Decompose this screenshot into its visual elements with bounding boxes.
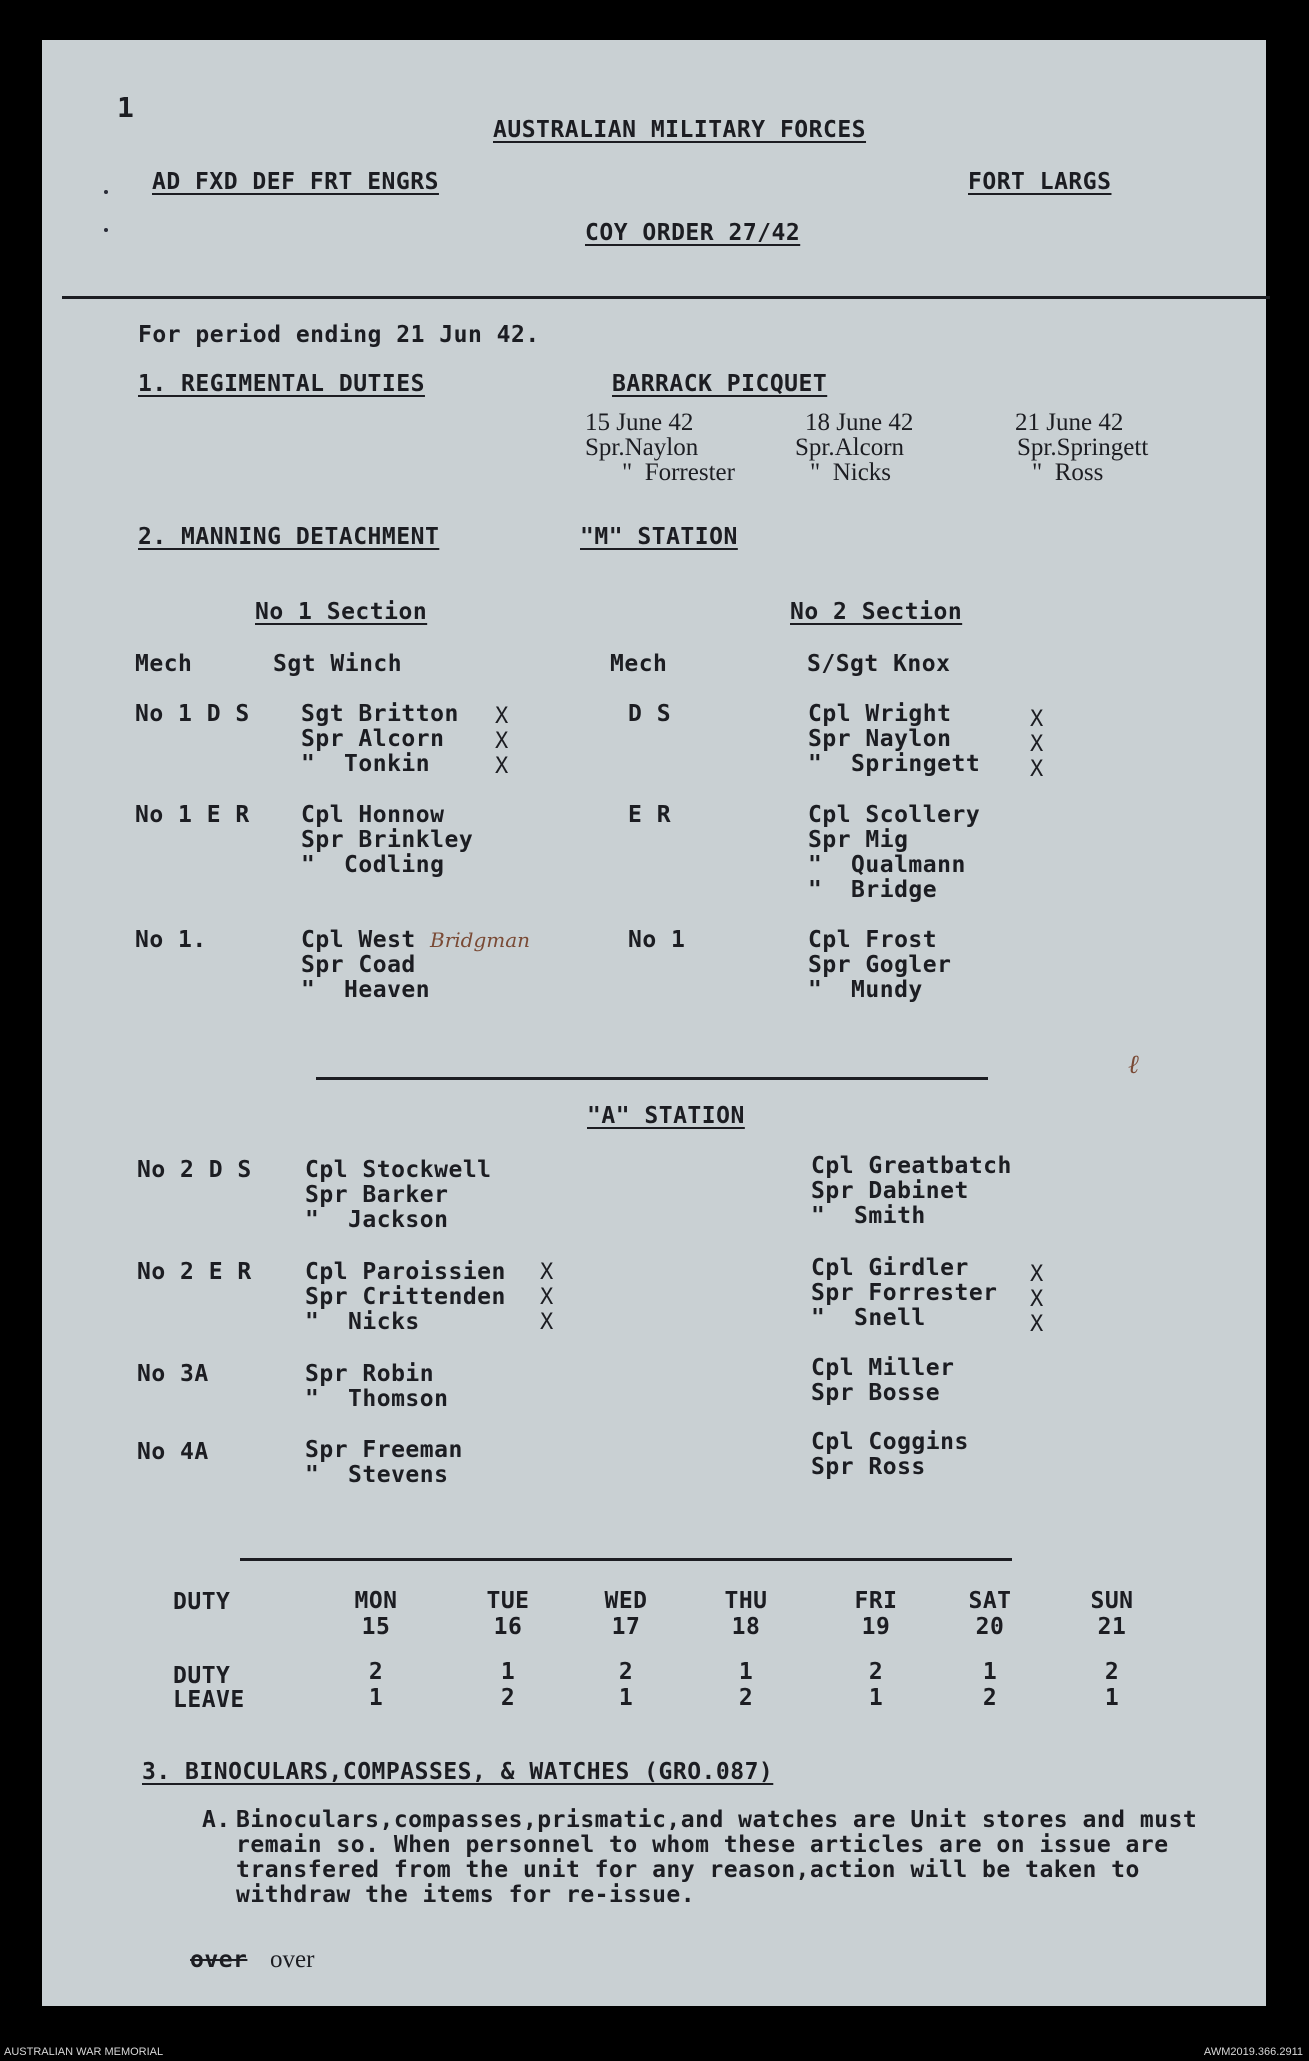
member-name: " Springett bbox=[808, 751, 981, 777]
roster-leave-count: 1 bbox=[1104, 1685, 1120, 1711]
roster-duty-count: 1 bbox=[738, 1659, 754, 1685]
regimental-heading: 1. REGIMENTAL DUTIES bbox=[138, 371, 425, 397]
roster-date: 20 bbox=[975, 1614, 1005, 1640]
m-station-title: "M" STATION bbox=[580, 524, 738, 550]
mech-label: Mech bbox=[135, 651, 193, 677]
roster-duty-count: 2 bbox=[368, 1659, 384, 1685]
roster-duty-count: 2 bbox=[868, 1659, 884, 1685]
member-name: Cpl Scollery bbox=[808, 802, 981, 828]
member-name: Cpl Frost bbox=[808, 927, 938, 953]
archive-reference: AWM2019.366.2911 bbox=[1203, 2046, 1303, 2058]
mark-x: X bbox=[1030, 732, 1044, 757]
member-name: Cpl Girdler bbox=[811, 1255, 969, 1281]
mark-x: X bbox=[1030, 1287, 1044, 1312]
roster-day: SUN bbox=[1090, 1588, 1134, 1614]
picquet-name: Spr.Springett bbox=[1017, 434, 1149, 461]
member-name: Cpl Miller bbox=[811, 1355, 955, 1381]
binoculars-heading: 3. BINOCULARS,COMPASSES, & WATCHES (GRO.087) bbox=[142, 1759, 774, 1785]
member-name: Spr Mig bbox=[808, 827, 909, 853]
member-name: Spr Brinkley bbox=[301, 827, 474, 853]
detachment-label: D S bbox=[628, 701, 672, 727]
member-name: " Jackson bbox=[305, 1207, 449, 1233]
member-name: Cpl West bbox=[301, 927, 416, 953]
section-2-lead: S/Sgt Knox bbox=[807, 651, 951, 677]
mark-x: X bbox=[495, 729, 509, 754]
org-title: AUSTRALIAN MILITARY FORCES bbox=[493, 117, 867, 143]
member-name: " Nicks bbox=[305, 1309, 420, 1335]
picquet-name: Spr.Alcorn bbox=[795, 434, 905, 461]
section-divider bbox=[240, 1558, 1012, 1561]
roster-date: 21 bbox=[1097, 1614, 1127, 1640]
a-station-title: "A" STATION bbox=[587, 1103, 745, 1129]
roster-duty-count: 2 bbox=[618, 1659, 634, 1685]
roster-duty-count: 1 bbox=[982, 1659, 998, 1685]
roster-duty-count: 1 bbox=[500, 1659, 516, 1685]
member-name: Spr Bosse bbox=[811, 1380, 941, 1406]
member-name: " Smith bbox=[811, 1203, 926, 1229]
detachment-label: No 2 E R bbox=[137, 1259, 252, 1285]
picquet-name: " Ross bbox=[1032, 459, 1104, 486]
member-name: Spr Robin bbox=[305, 1361, 435, 1387]
detachment-label: No 2 D S bbox=[137, 1157, 252, 1183]
member-name: " Tonkin bbox=[301, 751, 431, 777]
detachment-label: No 1 E R bbox=[135, 802, 250, 828]
section-1-title: No 1 Section bbox=[255, 599, 428, 625]
picquet-date: 21 June 42 bbox=[1015, 409, 1124, 436]
location: FORT LARGS bbox=[968, 169, 1112, 195]
roster-leave-count: 1 bbox=[368, 1685, 384, 1711]
member-name: " Snell bbox=[811, 1305, 926, 1331]
roster-date: 16 bbox=[493, 1614, 523, 1640]
roster-day: SAT bbox=[968, 1588, 1012, 1614]
roster-date: 15 bbox=[361, 1614, 391, 1640]
member-name: Cpl Stockwell bbox=[305, 1157, 492, 1183]
mark-x: X bbox=[495, 704, 509, 729]
member-name: " Mundy bbox=[808, 977, 923, 1003]
mark-x: X bbox=[1030, 757, 1044, 782]
member-name: Sgt Britton bbox=[301, 701, 459, 727]
section-2-title: No 2 Section bbox=[790, 599, 963, 625]
header-rule bbox=[62, 296, 1270, 299]
roster-date: 18 bbox=[731, 1614, 761, 1640]
footer-struck: over bbox=[190, 1947, 248, 1973]
page-number: 1 bbox=[117, 91, 135, 124]
mark-x: X bbox=[495, 754, 509, 779]
roster-leave-count: 1 bbox=[618, 1685, 634, 1711]
roster-date: 19 bbox=[861, 1614, 891, 1640]
member-name: Spr Alcorn bbox=[301, 726, 445, 752]
roster-day: MON bbox=[354, 1588, 398, 1614]
member-name: Spr Coad bbox=[301, 952, 416, 978]
roster-leave-count: 2 bbox=[500, 1685, 516, 1711]
picquet-date: 18 June 42 bbox=[805, 409, 914, 436]
archive-caption: AUSTRALIAN WAR MEMORIAL bbox=[4, 2046, 164, 2058]
roster-date: 17 bbox=[611, 1614, 641, 1640]
member-name: Spr Barker bbox=[305, 1182, 449, 1208]
paragraph-line: Binoculars,compasses,prismatic,and watches are Unit stores and must bbox=[236, 1807, 1198, 1833]
roster-leave-count: 2 bbox=[738, 1685, 754, 1711]
paragraph-line: transfered from the unit for any reason,action will be taken to bbox=[236, 1857, 1140, 1883]
paragraph-line: withdraw the items for re-issue. bbox=[236, 1882, 696, 1908]
detachment-label: E R bbox=[628, 802, 672, 828]
roster-row-label: LEAVE bbox=[173, 1687, 245, 1713]
manning-heading: 2. MANNING DETACHMENT bbox=[138, 524, 440, 550]
footer-note: over bbox=[270, 1946, 315, 1973]
member-name: Cpl Coggins bbox=[811, 1429, 969, 1455]
mech-label: Mech bbox=[610, 651, 668, 677]
margin-dot bbox=[104, 190, 108, 194]
roster-leave-count: 2 bbox=[982, 1685, 998, 1711]
member-name: Spr Naylon bbox=[808, 726, 952, 752]
picquet-title: BARRACK PICQUET bbox=[612, 371, 828, 397]
member-name: Cpl Paroissien bbox=[305, 1259, 506, 1285]
member-name: Spr Forrester bbox=[811, 1280, 998, 1306]
member-name: " Stevens bbox=[305, 1462, 449, 1488]
picquet-name: Spr.Naylon bbox=[585, 434, 699, 461]
picquet-date: 15 June 42 bbox=[585, 409, 694, 436]
picquet-name: " Forrester bbox=[622, 459, 735, 486]
roster-day: WED bbox=[604, 1588, 648, 1614]
member-name: " Qualmann bbox=[808, 852, 966, 878]
detachment-label: No 3A bbox=[137, 1361, 209, 1387]
handwritten-annotation: Bridgman bbox=[430, 928, 531, 952]
mark-x: X bbox=[1030, 707, 1044, 732]
paragraph-line: remain so. When personnel to whom these articles are on issue are bbox=[236, 1832, 1169, 1858]
roster-leave-count: 1 bbox=[868, 1685, 884, 1711]
member-name: Spr Dabinet bbox=[811, 1178, 969, 1204]
unit-name: AD FXD DEF FRT ENGRS bbox=[152, 169, 439, 195]
period-line: For period ending 21 Jun 42. bbox=[138, 322, 540, 348]
member-name: Cpl Honnow bbox=[301, 802, 445, 828]
member-name: " Bridge bbox=[808, 877, 938, 903]
margin-dot bbox=[104, 228, 108, 232]
order-number: COY ORDER 27/42 bbox=[585, 220, 801, 246]
detachment-label: No 1 bbox=[628, 927, 686, 953]
mark-x: X bbox=[540, 1285, 554, 1310]
roster-duty-count: 2 bbox=[1104, 1659, 1120, 1685]
mark-x: X bbox=[1030, 1262, 1044, 1287]
detachment-label: No 1 D S bbox=[135, 701, 250, 727]
mark-x: X bbox=[1030, 1312, 1044, 1337]
roster-header-label: DUTY bbox=[173, 1589, 231, 1615]
roster-row-label: DUTY bbox=[173, 1663, 231, 1689]
detachment-label: No 4A bbox=[137, 1439, 209, 1465]
section-1-lead: Sgt Winch bbox=[273, 651, 403, 677]
roster-day: FRI bbox=[854, 1588, 898, 1614]
mark-x: X bbox=[540, 1260, 554, 1285]
roster-day: THU bbox=[724, 1588, 768, 1614]
member-name: " Codling bbox=[301, 852, 445, 878]
mark-x: X bbox=[540, 1310, 554, 1335]
member-name: Spr Freeman bbox=[305, 1437, 463, 1463]
picquet-name: " Nicks bbox=[810, 459, 892, 486]
member-name: " Thomson bbox=[305, 1386, 449, 1412]
section-divider bbox=[316, 1077, 988, 1080]
paragraph-label: A. bbox=[202, 1807, 231, 1833]
detachment-label: No 1. bbox=[135, 927, 207, 953]
pencil-mark: ℓ bbox=[1128, 1050, 1139, 1080]
member-name: " Heaven bbox=[301, 977, 431, 1003]
member-name: Spr Crittenden bbox=[305, 1284, 506, 1310]
member-name: Spr Ross bbox=[811, 1454, 926, 1480]
member-name: Spr Gogler bbox=[808, 952, 952, 978]
roster-day: TUE bbox=[486, 1588, 530, 1614]
member-name: Cpl Wright bbox=[808, 701, 952, 727]
member-name: Cpl Greatbatch bbox=[811, 1153, 1012, 1179]
